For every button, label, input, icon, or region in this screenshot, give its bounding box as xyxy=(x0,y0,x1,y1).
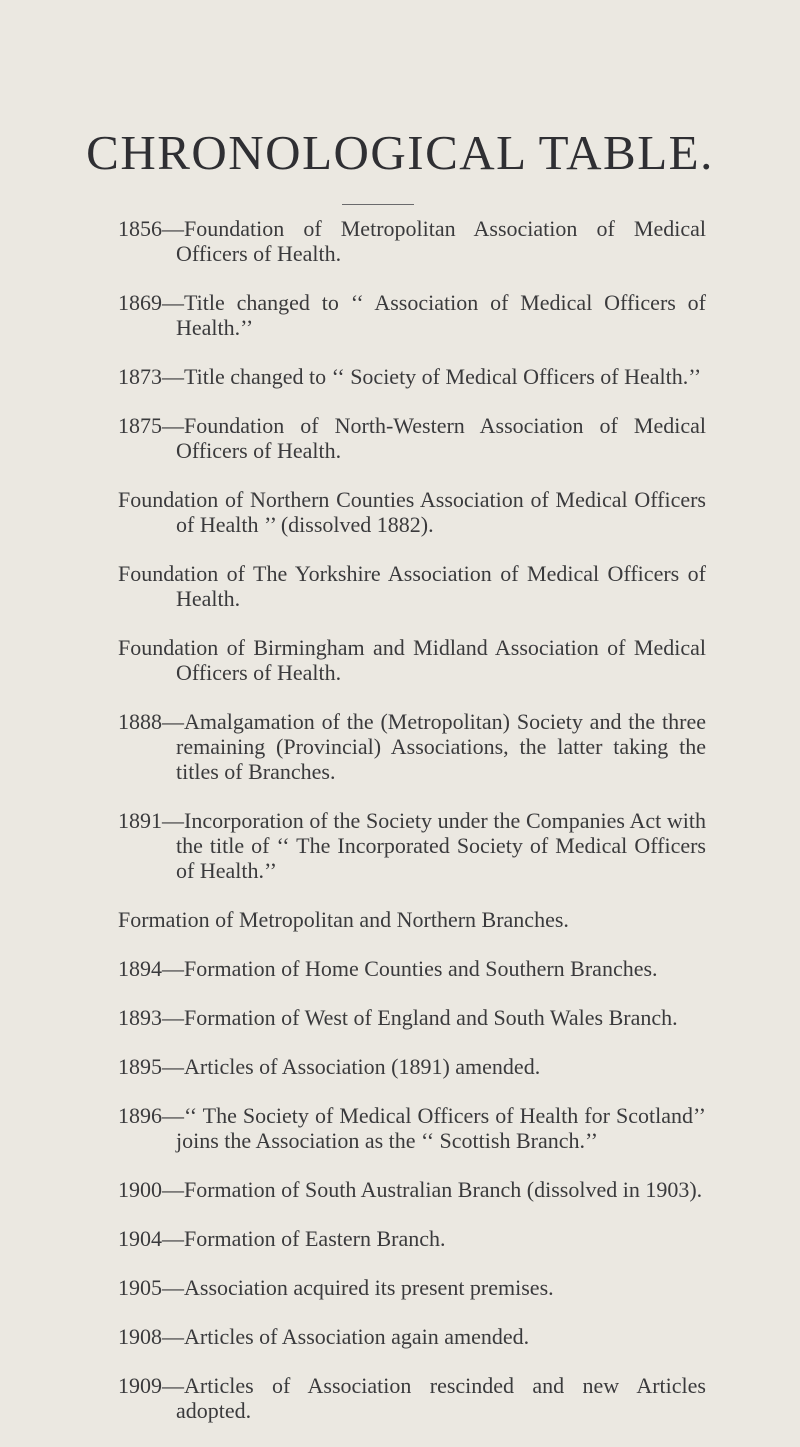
entry-dash: — xyxy=(162,1275,184,1300)
entry-1869 xyxy=(118,290,706,340)
entry-text: Foundation of North-Western Association of Medical Officers of Health. xyxy=(176,413,706,463)
entry-year: 1873 xyxy=(118,364,162,389)
entry-year: 1904 xyxy=(118,1226,162,1251)
entry-text: Formation of Eastern Branch. xyxy=(184,1226,446,1251)
entry-1900 xyxy=(118,1177,706,1202)
entry-dash: — xyxy=(162,290,184,315)
entry-text: Articles of Association again amended. xyxy=(184,1324,530,1349)
entry-text: Formation of Home Counties and Southern Branches. xyxy=(184,956,658,981)
entry-text: Articles of Association (1891) amended. xyxy=(184,1054,541,1079)
entry-dash: — xyxy=(162,1005,184,1030)
entry-text: Title changed to ‘‘ Association of Medical Officers of Health.’’ xyxy=(176,290,706,340)
entry-year: 1896 xyxy=(118,1103,162,1128)
entry-1875-yorkshire xyxy=(118,561,706,611)
entry-1891-branches xyxy=(118,907,706,932)
entry-year: 1908 xyxy=(118,1324,162,1349)
entry-1875 xyxy=(118,413,706,463)
entry-year: 1900 xyxy=(118,1177,162,1202)
entry-text: Association acquired its present premises. xyxy=(184,1275,554,1300)
entry-1888 xyxy=(118,709,706,784)
chronology-list xyxy=(118,216,706,1447)
entry-1873 xyxy=(118,364,706,389)
entry-year: 1894 xyxy=(118,956,162,981)
entry-1908 xyxy=(118,1324,706,1349)
entry-text: Formation of South Australian Branch (dissolved in 1903). xyxy=(184,1177,703,1202)
entry-dash: — xyxy=(162,1226,184,1251)
entry-text: Formation of West of England and South Wales Branch. xyxy=(184,1005,678,1030)
entry-1875-northern xyxy=(118,487,706,537)
page-title: CHRONOLOGICAL TABLE. xyxy=(86,125,714,180)
entry-text: Amalgamation of the (Metropolitan) Society and the three remaining (Provincial) Associations, the latter taking the titles of Branches. xyxy=(176,709,706,784)
entry-1856 xyxy=(118,216,706,266)
entry-dash: — xyxy=(162,1054,184,1079)
entry-dash: — xyxy=(162,956,184,981)
entry-year: 1909 xyxy=(118,1373,162,1398)
entry-year: 1891 xyxy=(118,808,162,833)
entry-year: 1875 xyxy=(118,413,162,438)
entry-text: Foundation of Birmingham and Midland Association of Medical Officers of Health. xyxy=(118,635,706,685)
entry-1891 xyxy=(118,808,706,883)
entry-1894 xyxy=(118,956,706,981)
entry-text: Title changed to ‘‘ Society of Medical Officers of Health.’’ xyxy=(184,364,702,389)
entry-text: Formation of Metropolitan and Northern Branches. xyxy=(118,907,569,932)
entry-dash: — xyxy=(162,1103,184,1128)
entry-dash: — xyxy=(162,808,184,833)
entry-year: 1905 xyxy=(118,1275,162,1300)
entry-1896 xyxy=(118,1103,706,1153)
entry-text: ‘‘ The Society of Medical Officers of Health for Scotland’’ joins the Association as the ‘‘ Scottish Branch.’’ xyxy=(176,1103,706,1153)
entry-year: 1888 xyxy=(118,709,162,734)
entry-dash: — xyxy=(162,1324,184,1349)
title-rule xyxy=(342,204,414,205)
entry-dash: — xyxy=(162,413,184,438)
entry-dash: — xyxy=(162,1373,184,1398)
entry-dash: — xyxy=(162,709,184,734)
entry-1895 xyxy=(118,1054,706,1079)
entry-text: Articles of Association rescinded and new Articles adopted. xyxy=(176,1373,706,1423)
entry-year: 1856 xyxy=(118,216,162,241)
entry-1909 xyxy=(118,1373,706,1423)
entry-year: 1895 xyxy=(118,1054,162,1079)
entry-year: 1893 xyxy=(118,1005,162,1030)
entry-text: Foundation of The Yorkshire Association of Medical Officers of Health. xyxy=(118,561,706,611)
entry-dash: — xyxy=(162,364,184,389)
entry-1875-birmingham xyxy=(118,635,706,685)
entry-dash: — xyxy=(162,216,184,241)
entry-text: Foundation of Metropolitan Association of Medical Officers of Health. xyxy=(176,216,706,266)
entry-text: Incorporation of the Society under the Companies Act with the title of ‘‘ The Incorporated Society of Medical Officers of Health.’’ xyxy=(176,808,706,883)
entry-dash: — xyxy=(162,1177,184,1202)
entry-1904 xyxy=(118,1226,706,1251)
entry-text: Foundation of Northern Counties Association of Medical Officers of Health ’’ (dissolved 1882). xyxy=(118,487,706,537)
entry-year: 1869 xyxy=(118,290,162,315)
entry-1893 xyxy=(118,1005,706,1030)
